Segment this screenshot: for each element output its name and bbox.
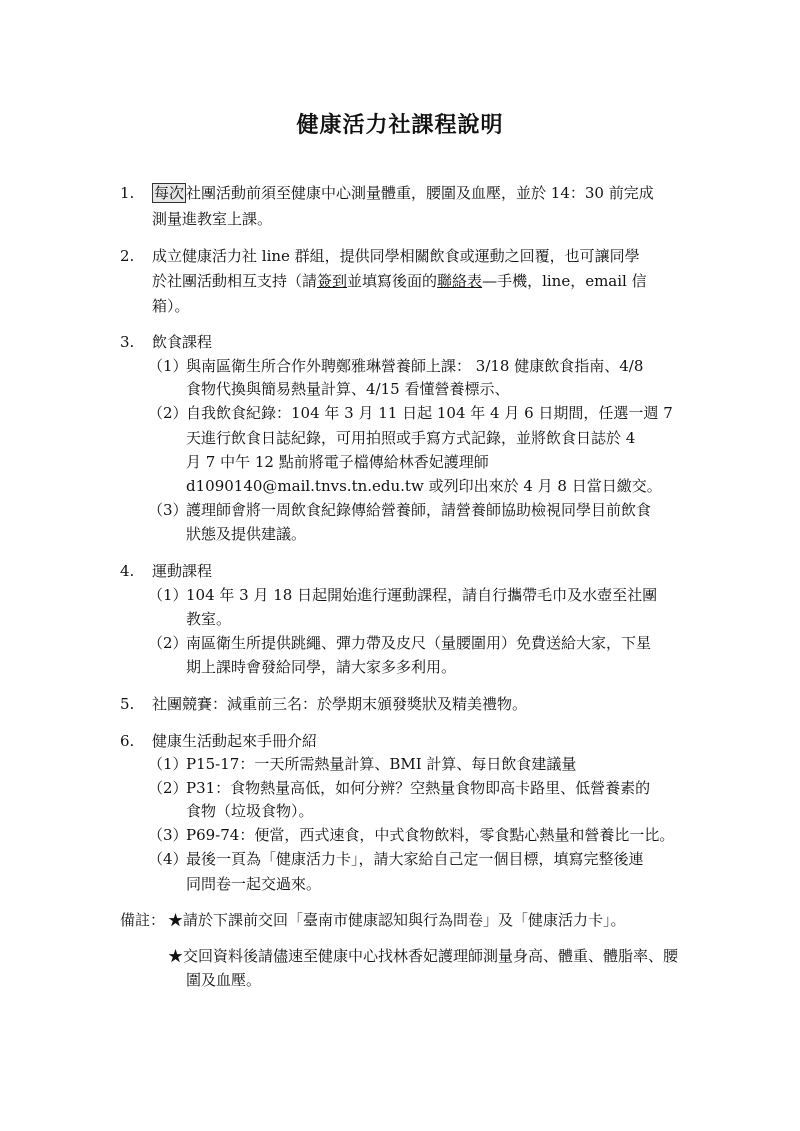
item-6-sub-4-line-2: 同問卷一起交過來。	[186, 875, 322, 893]
item-2-text-a: 於社團活動相互支持（請	[152, 272, 318, 290]
highlighted-term: 每次	[154, 184, 185, 202]
item-3-sub-2-number: （2）	[148, 404, 188, 422]
item-4-sub-1-number: （1）	[148, 586, 188, 604]
item-3-sub-2-line-4: d1090140@mail.tnvs.tn.edu.tw 或列印出來於 4 月 8 日當日繳交。	[186, 477, 662, 495]
item-6-number: 6.	[120, 732, 135, 750]
item-4-sub-2-line-1: 南區衛生所提供跳繩、彈力帶及皮尺（量腰圍用）免費送給大家，下星	[186, 634, 652, 652]
item-6-sub-4-number: （4）	[148, 850, 188, 868]
item-3-sub-2-line-2: 天進行飲食日誌紀錄，可用拍照或手寫方式記錄，並將飲食日誌於 4	[186, 429, 636, 447]
item-3-sub-2-line-1: 自我飲食紀錄：104 年 3 月 11 日起 104 年 4 月 6 日期間，任選一週 7	[186, 404, 673, 422]
note-2-line-2: 圍及血壓。	[186, 971, 262, 989]
item-3-sub-1-line-1: 與南區衛生所合作外聘鄭雅琳營養師上課： 3/18 健康飲食指南、4/8	[186, 357, 644, 375]
item-6-sub-2-line-1: P31：食物熱量高低，如何分辨？空熱量食物即高卡路里、低營養素的	[186, 779, 651, 797]
item-3-sub-3-line-2: 狀態及提供建議。	[186, 525, 307, 543]
item-2-line-1: 成立健康活力社 line 群組，提供同學相關飲食或運動之回覆，也可讓同學	[152, 247, 640, 265]
item-3-number: 3.	[120, 333, 135, 351]
item-6-sub-1-number: （1）	[148, 755, 188, 773]
signin-underlined: 簽到	[317, 272, 348, 290]
document-title: 健康活力社課程說明	[296, 112, 504, 138]
item-6-sub-3-line-1: P69-74：便當，西式速食，中式食物飲料，零食點心熱量和營養比一比。	[186, 826, 675, 844]
item-2-number: 2.	[120, 247, 135, 265]
item-4-heading: 運動課程	[152, 562, 213, 580]
item-5-line-1: 社團競賽：減重前三名：於學期末頒發獎狀及精美禮物。	[152, 695, 528, 713]
item-3-sub-2-line-3: 月 7 中午 12 點前將電子檔傳給林香妃護理師	[186, 453, 489, 471]
note-2-line-1: ★交回資料後請儘速至健康中心找林香妃護理師測量身高、體重、體脂率、腰	[168, 947, 679, 965]
item-6-sub-1-line-1: P15-17：一天所需熱量計算、BMI 計算、每日飲食建議量	[186, 755, 577, 773]
item-3-sub-1-number: （1）	[148, 357, 188, 375]
notes-label: 備註：	[120, 911, 166, 929]
item-2-text-b: 並填寫後面的	[347, 272, 438, 290]
item-4-sub-1-line-1: 104 年 3 月 18 日起開始進行運動課程，請自行攜帶毛巾及水壺至社團	[186, 586, 658, 604]
item-1-number: 1.	[120, 184, 135, 202]
contact-form-underlined: 聯絡表	[437, 272, 483, 290]
item-4-sub-1-line-2: 教室。	[186, 610, 232, 628]
item-1-text: 社團活動前須至健康中心測量體重，腰圍及血壓，並於 14：30 前完成	[186, 184, 654, 202]
item-2-line-3: 箱）。	[152, 297, 190, 315]
item-6-sub-4-line-1: 最後一頁為「健康活力卡」，請大家給自己定一個目標，填寫完整後連	[186, 850, 644, 868]
item-1-line-2: 測量進教室上課。	[152, 210, 273, 228]
item-5-number: 5.	[120, 695, 135, 713]
item-2-text-c: —手機，line，email 信	[482, 272, 647, 290]
item-4-number: 4.	[120, 562, 135, 580]
item-3-sub-1-line-2: 食物代換與簡易熱量計算、4/15 看懂營養標示、	[186, 380, 510, 398]
note-1: ★請於下課前交回「臺南市健康認知與行為問卷」及「健康活力卡」。	[168, 911, 626, 929]
item-3-sub-3-number: （3）	[148, 501, 188, 519]
item-3-sub-3-line-1: 護理師會將一周飲食紀錄傳給營養師，請營養師協助檢視同學目前飲食	[186, 501, 652, 519]
item-1-line-1	[152, 183, 654, 203]
item-3-heading: 飲食課程	[152, 333, 213, 351]
item-6-sub-2-line-2: 食物（垃圾食物）。	[186, 802, 314, 820]
item-6-sub-3-number: （3）	[148, 826, 188, 844]
item-4-sub-2-number: （2）	[148, 634, 188, 652]
item-4-sub-2-line-2: 期上課時會發給同學，請大家多多利用。	[186, 658, 457, 676]
item-6-sub-2-number: （2）	[148, 779, 188, 797]
item-2-line-2	[152, 271, 647, 291]
item-6-heading: 健康生活動起來手冊介紹	[152, 732, 318, 750]
